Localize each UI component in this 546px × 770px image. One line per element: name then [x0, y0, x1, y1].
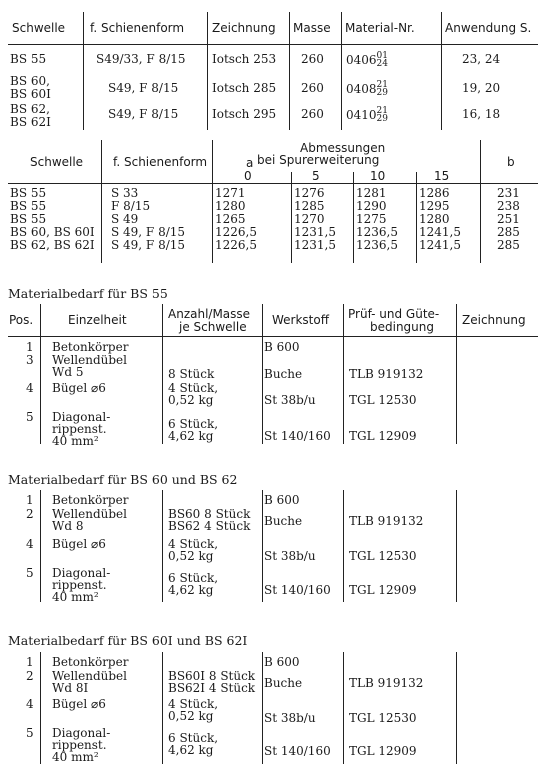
t2-header-col-0: 0 [244, 169, 252, 183]
col-divider [291, 172, 292, 263]
table-2-header-rule [8, 183, 538, 184]
col-divider [416, 172, 417, 263]
col-divider [456, 304, 457, 444]
t2-cell-value: 1290 [356, 199, 387, 213]
t2-cell-value: 1270 [294, 212, 325, 226]
t1-cell-material: 0406 01 24 [346, 51, 388, 69]
mt-cell-pos: 5 [26, 566, 34, 580]
mt-cell-pos: 4 [26, 697, 34, 711]
mt-cell-werkstoff: Buche [264, 367, 303, 381]
col-divider [343, 652, 344, 764]
mt-cell-einzelheit: rippenst. [52, 738, 107, 752]
t1-cell-schwelle: BS 62I [10, 115, 51, 129]
t2-cell-value: 1286 [419, 186, 450, 200]
mt-cell-anzahl: 4 Stück, [168, 381, 219, 395]
t1-cell-zeichnung: Iotsch 285 [212, 81, 277, 95]
mt-cell-einzelheit: rippenst. [52, 422, 107, 436]
t1-cell-masse: 260 [301, 107, 324, 121]
mt-cell-pos: 4 [26, 537, 34, 551]
mt-cell-anzahl: 4,62 kg [168, 429, 214, 443]
col-divider [456, 490, 457, 602]
t1-cell-form: S49, F 8/15 [108, 107, 179, 121]
mt-cell-pos: 2 [26, 507, 34, 521]
mt-cell-pruef: TLB 919132 [349, 676, 424, 690]
t2-cell-value: 1241,5 [419, 225, 461, 239]
mt-cell-einzelheit: Bügel ⌀6 [52, 381, 106, 395]
section-1-title: Materialbedarf für BS 55 [8, 286, 168, 301]
t2-cell-schwelle: BS 55 [10, 186, 47, 200]
mt-cell-pruef: TGL 12530 [349, 393, 417, 407]
t2-header-col-5: 5 [312, 169, 320, 183]
t2-cell-b: 285 [497, 225, 520, 239]
t1-cell-anwendung: 23, 24 [462, 52, 501, 66]
mt-header-einzelheit: Einzelheit [68, 313, 127, 327]
t2-cell-value: 1241,5 [419, 238, 461, 252]
t1-cell-zeichnung: Iotsch 253 [212, 52, 277, 66]
col-divider [40, 490, 41, 602]
mt-cell-pos: 2 [26, 669, 34, 683]
t2-cell-form: F 8/15 [111, 199, 151, 213]
mt-cell-pos: 3 [26, 353, 34, 367]
t2-cell-value: 1265 [215, 212, 246, 226]
mt-cell-einzelheit: 40 mm² [52, 590, 99, 604]
t1-header-form: f. Schienenform [90, 21, 185, 35]
t2-cell-form: S 33 [111, 186, 139, 200]
section-2-title: Materialbedarf für BS 60 und BS 62 [8, 472, 238, 487]
mt-cell-werkstoff: St 38b/u [264, 393, 316, 407]
col-divider [262, 304, 263, 444]
t1-header-masse: Masse [293, 21, 331, 35]
t2-cell-value: 1226,5 [215, 225, 257, 239]
mt-cell-anzahl: BS62 4 Stück [168, 519, 251, 533]
t2-cell-value: 1285 [294, 199, 325, 213]
t1-header-zeichnung: Zeichnung [212, 21, 276, 35]
mt1-header-rule [8, 336, 538, 337]
t2-cell-value: 1226,5 [215, 238, 257, 252]
mt-cell-anzahl: 4,62 kg [168, 743, 214, 757]
mt-cell-werkstoff: St 38b/u [264, 711, 316, 725]
t2-cell-schwelle: BS 60, BS 60I [10, 225, 95, 239]
mt-cell-einzelheit: Wd 8 [52, 519, 84, 533]
mt-cell-einzelheit: Bügel ⌀6 [52, 697, 106, 711]
mt-cell-werkstoff: B 600 [264, 655, 300, 669]
t1-cell-material: 0410 21 29 [346, 106, 388, 124]
t1-header-schwelle: Schwelle [12, 21, 66, 35]
mt-cell-werkstoff: St 38b/u [264, 549, 316, 563]
mt-cell-einzelheit: Betonkörper [52, 493, 129, 507]
mt-cell-werkstoff: B 600 [264, 340, 300, 354]
t2-cell-schwelle: BS 55 [10, 212, 47, 226]
mt-cell-werkstoff: Buche [264, 676, 303, 690]
t1-cell-schwelle: BS 55 [10, 52, 47, 66]
mt-cell-pos: 1 [26, 655, 34, 669]
t2-cell-value: 1280 [419, 212, 450, 226]
col-divider [456, 652, 457, 764]
mt-cell-pruef: TLB 919132 [349, 514, 424, 528]
mt-cell-werkstoff: St 140/160 [264, 583, 331, 597]
t1-cell-schwelle: BS 62, [10, 102, 50, 116]
mt-cell-pruef: TLB 919132 [349, 367, 424, 381]
col-divider [162, 304, 163, 444]
mt-cell-einzelheit: Betonkörper [52, 655, 129, 669]
mt-cell-pruef: TGL 12530 [349, 549, 417, 563]
mt-header-zeichnung: Zeichnung [462, 313, 526, 327]
t1-cell-form: S49/33, F 8/15 [96, 52, 186, 66]
mt-cell-pos: 5 [26, 726, 34, 740]
mt-cell-einzelheit: Wellendübel [52, 507, 127, 521]
col-divider [353, 172, 354, 263]
t2-cell-schwelle: BS 62, BS 62I [10, 238, 95, 252]
mt-cell-anzahl: 0,52 kg [168, 549, 214, 563]
col-divider [262, 490, 263, 602]
mt-cell-anzahl: 6 Stück, [168, 417, 219, 431]
t1-cell-form: S49, F 8/15 [108, 81, 179, 95]
t2-header-abmessungen: Abmessungen [300, 141, 386, 155]
mt-cell-anzahl: 6 Stück, [168, 571, 219, 585]
mt-cell-werkstoff: Buche [264, 514, 303, 528]
mt-header-anzahl: Anzahl/Masse [168, 307, 251, 321]
t2-cell-b: 231 [497, 186, 520, 200]
mt-cell-einzelheit: rippenst. [52, 578, 107, 592]
section-3-title: Materialbedarf für BS 60I und BS 62I [8, 633, 248, 648]
mt-cell-anzahl: 6 Stück, [168, 731, 219, 745]
col-divider [40, 304, 41, 444]
mt-cell-anzahl: 4 Stück, [168, 697, 219, 711]
col-divider [480, 140, 481, 263]
t2-cell-b: 285 [497, 238, 520, 252]
t2-cell-value: 1231,5 [294, 225, 336, 239]
t2-cell-form: S 49, F 8/15 [111, 238, 186, 252]
t2-cell-value: 1231,5 [294, 238, 336, 252]
mt-cell-anzahl: 4,62 kg [168, 583, 214, 597]
col-divider [289, 12, 290, 130]
t2-cell-form: S 49 [111, 212, 139, 226]
col-divider [83, 12, 84, 130]
col-divider [343, 304, 344, 444]
t1-cell-schwelle: BS 60I [10, 87, 51, 101]
col-divider [162, 652, 163, 764]
mt-cell-anzahl: 0,52 kg [168, 709, 214, 723]
t2-cell-schwelle: BS 55 [10, 199, 47, 213]
mt-header-pos: Pos. [9, 313, 34, 327]
t2-header-a: a [246, 156, 254, 170]
col-divider [101, 140, 102, 263]
t2-cell-value: 1281 [356, 186, 387, 200]
col-divider [343, 490, 344, 602]
mt-cell-einzelheit: Wellendübel [52, 669, 127, 683]
mt-cell-einzelheit: Bügel ⌀6 [52, 537, 106, 551]
mt-header-schwelle: je Schwelle [179, 320, 247, 334]
table-1-header-rule [8, 44, 538, 45]
mt-cell-einzelheit: 40 mm² [52, 434, 99, 448]
mt-cell-anzahl: 0,52 kg [168, 393, 214, 407]
col-divider [162, 490, 163, 602]
t2-cell-value: 1271 [215, 186, 246, 200]
col-divider [212, 140, 213, 263]
mt-cell-pruef: TGL 12909 [349, 583, 417, 597]
mt-cell-pruef: TGL 12530 [349, 711, 417, 725]
t2-header-form: f. Schienenform [113, 155, 208, 169]
t2-cell-value: 1295 [419, 199, 450, 213]
t1-cell-zeichnung: Iotsch 295 [212, 107, 277, 121]
col-divider [207, 12, 208, 130]
mt-header-werkstoff: Werkstoff [272, 313, 329, 327]
t2-cell-value: 1236,5 [356, 238, 398, 252]
col-divider [40, 652, 41, 764]
t1-cell-masse: 260 [301, 81, 324, 95]
t1-cell-anwendung: 19, 20 [462, 81, 501, 95]
mt-cell-einzelheit: Diagonal- [52, 726, 111, 740]
t2-header-b: b [507, 155, 515, 169]
mt-cell-pruef: TGL 12909 [349, 744, 417, 758]
t1-cell-anwendung: 16, 18 [462, 107, 501, 121]
mt-cell-pos: 1 [26, 340, 34, 354]
t2-header-col-15: 15 [434, 169, 450, 183]
t2-cell-value: 1276 [294, 186, 325, 200]
t1-cell-material: 0408 21 29 [346, 80, 388, 98]
t2-header-col-10: 10 [370, 169, 386, 183]
mt-cell-einzelheit: Wd 5 [52, 365, 84, 379]
col-divider [441, 12, 442, 130]
t1-header-anwendung: Anwendung S. [445, 21, 532, 35]
mt-cell-pos: 4 [26, 381, 34, 395]
t2-cell-value: 1236,5 [356, 225, 398, 239]
mt-cell-werkstoff: B 600 [264, 493, 300, 507]
mt-cell-einzelheit: Wellendübel [52, 353, 127, 367]
t2-cell-b: 238 [497, 199, 520, 213]
mt-cell-anzahl: 8 Stück [168, 367, 215, 381]
t1-cell-masse: 260 [301, 52, 324, 66]
mt-cell-einzelheit: 40 mm² [52, 750, 99, 764]
mt-header-pruef: Prüf- und Güte- [348, 307, 440, 321]
mt-cell-pos: 5 [26, 410, 34, 424]
mt-cell-anzahl: BS60 8 Stück [168, 507, 251, 521]
mt-cell-anzahl: BS62I 4 Stück [168, 681, 256, 695]
t2-header-schwelle: Schwelle [30, 155, 84, 169]
t2-cell-value: 1275 [356, 212, 387, 226]
col-divider [341, 12, 342, 130]
mt-cell-einzelheit: Wd 8I [52, 681, 89, 695]
t1-header-material: Material-Nr. [345, 21, 415, 35]
mt-cell-pruef: TGL 12909 [349, 429, 417, 443]
mt-cell-pos: 1 [26, 493, 34, 507]
t2-cell-form: S 49, F 8/15 [111, 225, 186, 239]
t2-header-spurerweiterung: bei Spurerweiterung [257, 153, 380, 167]
mt-cell-anzahl: BS60I 8 Stück [168, 669, 256, 683]
mt-cell-einzelheit: Diagonal- [52, 566, 111, 580]
mt-header-bedingung: bedingung [370, 320, 435, 334]
t1-cell-schwelle: BS 60, [10, 74, 50, 88]
mt-cell-einzelheit: Diagonal- [52, 410, 111, 424]
mt-cell-werkstoff: St 140/160 [264, 744, 331, 758]
col-divider [262, 652, 263, 764]
t2-cell-b: 251 [497, 212, 520, 226]
t2-cell-value: 1280 [215, 199, 246, 213]
mt-cell-werkstoff: St 140/160 [264, 429, 331, 443]
mt-cell-einzelheit: Betonkörper [52, 340, 129, 354]
mt-cell-anzahl: 4 Stück, [168, 537, 219, 551]
